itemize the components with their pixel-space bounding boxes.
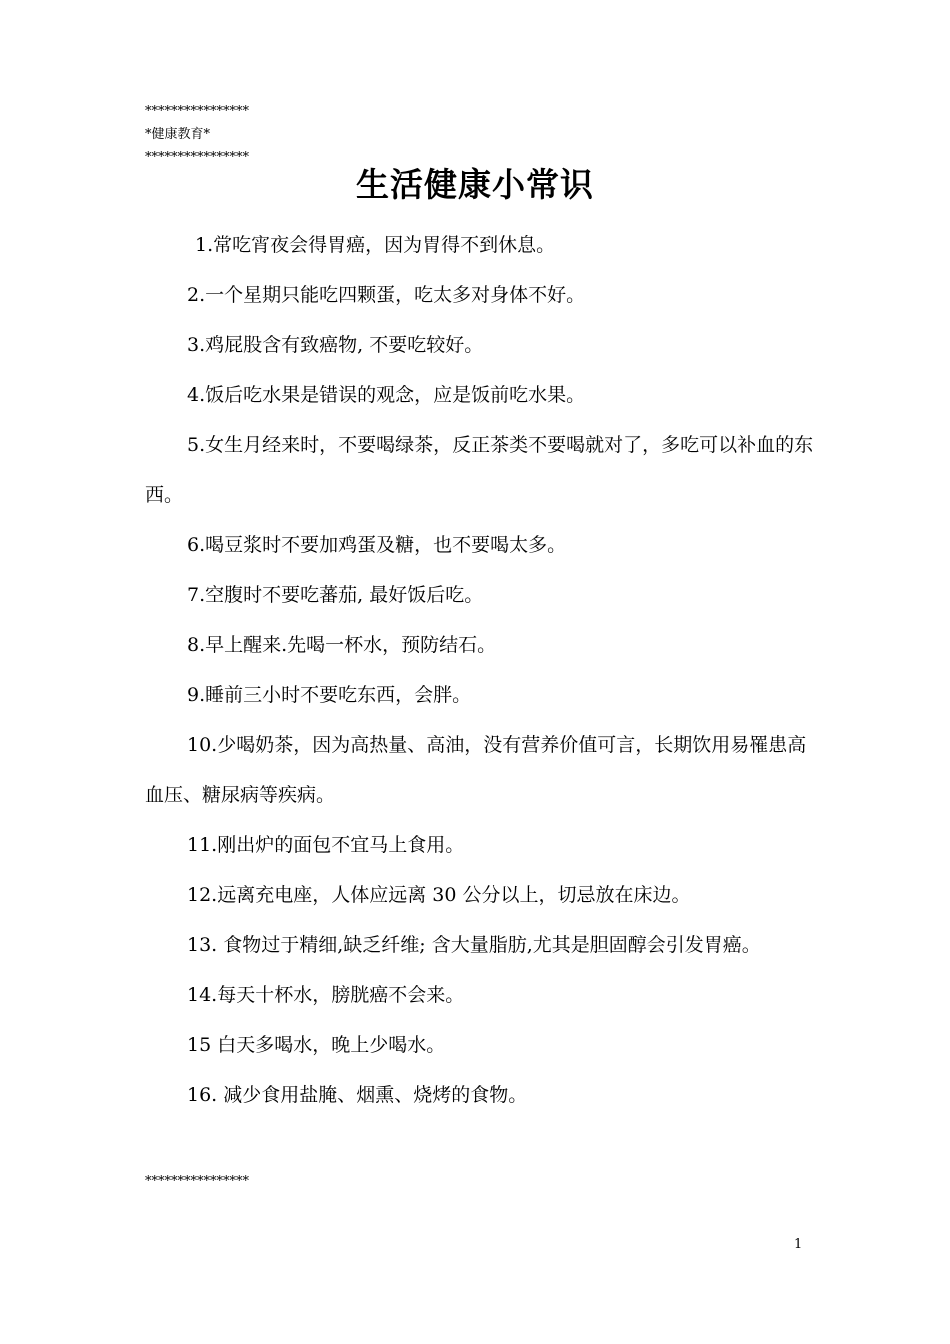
list-item: 2.一个星期只能吃四颗蛋，吃太多对身体不好。 [187, 284, 586, 306]
header-stars-bottom: **************** [145, 150, 249, 165]
list-item: 7.空腹时不要吃蕃茄, 最好饭后吃。 [187, 584, 484, 606]
list-item: 16. 减少食用盐腌、烟熏、烧烤的食物。 [187, 1084, 528, 1106]
list-item: 10.少喝奶茶，因为高热量、高油，没有营养价值可言，长期饮用易罹患高血压、糖尿病等疾病。 [145, 734, 807, 806]
list-item: 13. 食物过于精细,缺乏纤维; 含大量脂肪,尤其是胆固醇会引发胃癌。 [187, 934, 761, 956]
list-item: 9.睡前三小时不要吃东西，会胖。 [187, 684, 472, 706]
list-item: 15 白天多喝水，晚上少喝水。 [187, 1034, 446, 1056]
list-item: 6.喝豆浆时不要加鸡蛋及糖，也不要喝太多。 [187, 534, 567, 556]
tips-list [145, 220, 825, 1120]
list-item: 4.饭后吃水果是错误的观念，应是饭前吃水果。 [187, 384, 586, 406]
list-item: 11.刚出炉的面包不宜马上食用。 [187, 834, 465, 856]
header-label: *健康教育* [145, 127, 211, 142]
page-title: 生活健康小常识 [356, 165, 594, 204]
page-number: 1 [794, 1237, 803, 1252]
list-item: 12.远离充电座，人体应远离 30 公分以上，切忌放在床边。 [187, 884, 691, 906]
footer-stars: **************** [145, 1174, 249, 1189]
list-item: 8.早上醒来.先喝一杯水，预防结石。 [187, 634, 497, 656]
header-block [145, 100, 545, 169]
list-item: 14.每天十杯水，膀胱癌不会来。 [187, 984, 465, 1006]
list-item: 3.鸡屁股含有致癌物, 不要吃较好。 [187, 334, 484, 356]
list-item: 5.女生月经来时，不要喝绿茶，反正茶类不要喝就对了，多吃可以补血的东西。 [145, 434, 814, 506]
header-stars-top: **************** [145, 104, 249, 119]
list-item: 1.常吃宵夜会得胃癌，因为胃得不到休息。 [195, 234, 556, 256]
